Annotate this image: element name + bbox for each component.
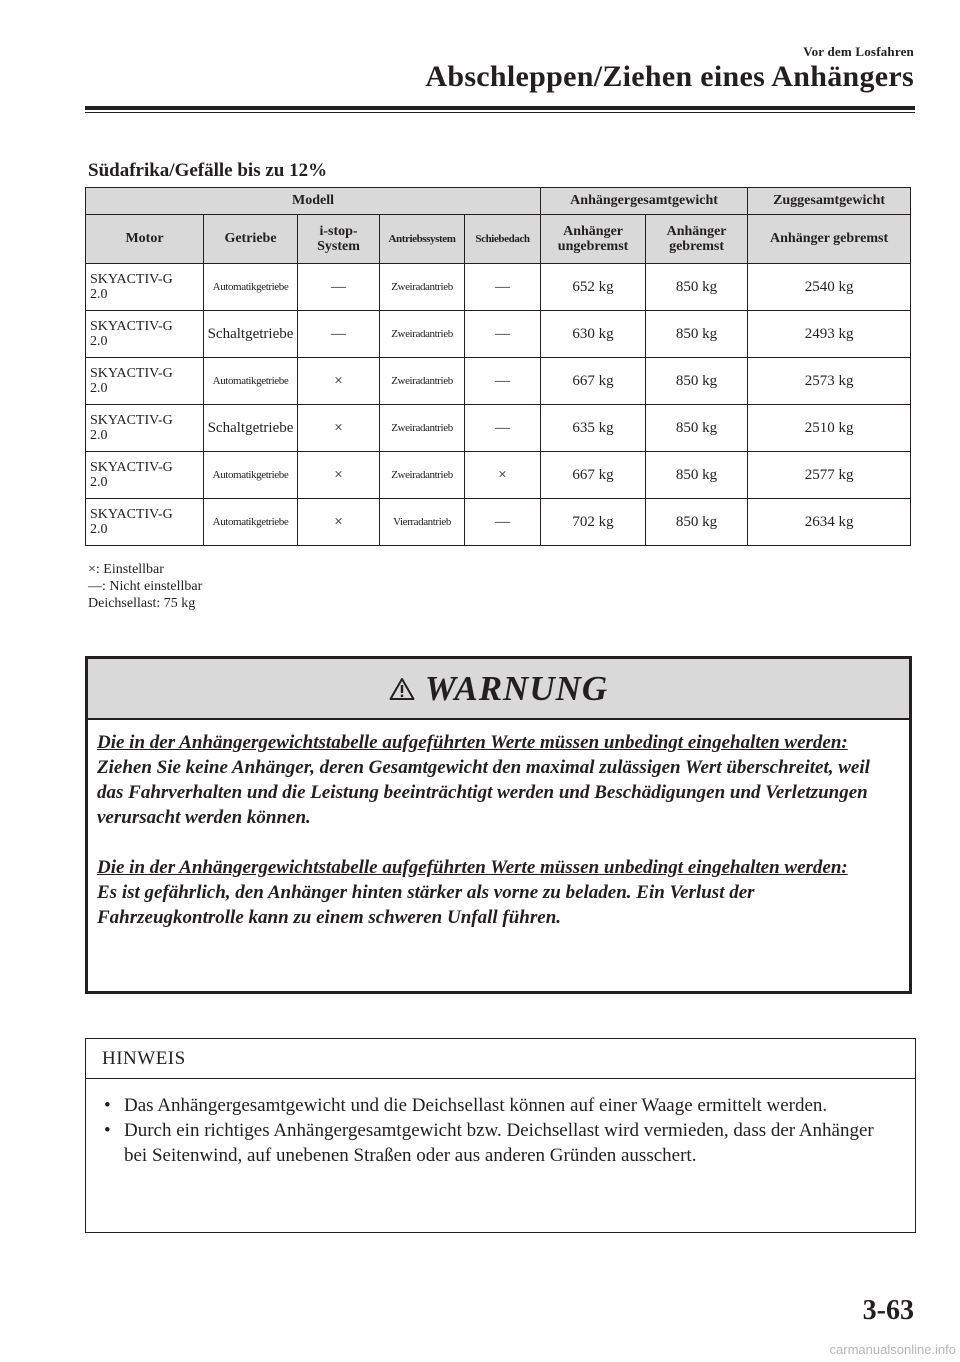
table-row [86, 452, 911, 499]
cell-motor [86, 358, 204, 405]
cell-getriebe: Schaltgetriebe [204, 311, 298, 358]
page-number: 3-63 [862, 1295, 914, 1326]
legend-einstellbar: ×: Einstellbar [88, 562, 164, 577]
note-item-text: Das Anhängergesamtgewicht und die Deichsellast können auf einer Waage ermittelt werden. [124, 1095, 828, 1116]
bullet: • [104, 1120, 111, 1141]
trailer-weight-table [85, 187, 911, 546]
section-kicker: Vor dem Losfahren [803, 44, 914, 59]
col-gebremst [646, 215, 748, 264]
cell-gebremst: 850 kg [646, 452, 748, 499]
table-row [86, 358, 911, 405]
cell-antrieb: Zweiradantrieb [380, 264, 465, 311]
cell-getriebe: Schaltgetriebe [204, 405, 298, 452]
cell-antrieb: Zweiradantrieb [380, 452, 465, 499]
warning-para1-text: Ziehen Sie keine Anhänger, deren Gesamtgewicht den maximal zulässigen Wert überschreitet, weil das Fahrverhalten und die Leistung beeinträchtigt werden und Beschädigungen und Verletzungen verursacht werden können. [97, 757, 870, 828]
cell-zug: 2573 kg [748, 358, 911, 405]
warning-para2-heading: Die in der Anhängergewichtstabelle aufgeführten Werte müssen unbedingt eingehalten werden: [97, 857, 848, 878]
cell-getriebe: Automatikgetriebe [204, 264, 298, 311]
note-title: HINWEIS [86, 1039, 915, 1079]
list-item [102, 1093, 895, 1118]
cell-istop: × [298, 499, 380, 546]
legend-nicht-einstellbar: —: Nicht einstellbar [88, 579, 203, 594]
page-title: Abschleppen/Ziehen eines Anhängers [425, 60, 914, 93]
cell-ungebremst: 702 kg [541, 499, 646, 546]
cell-istop: — [298, 264, 380, 311]
warning-triangle-icon [389, 677, 415, 701]
header-rule [85, 106, 915, 110]
header-zuggesamtgewicht: Zuggesamtgewicht [748, 188, 911, 215]
motor-line1: SKYACTIV-G [90, 459, 173, 475]
motor-line2: 2.0 [90, 381, 108, 396]
motor-line2: 2.0 [90, 287, 108, 302]
motor-line2: 2.0 [90, 334, 108, 349]
col-zug-gebremst: Anhänger gebremst [748, 215, 911, 264]
col-ungebremst-line1: Anhänger [563, 223, 623, 239]
table-row [86, 311, 911, 358]
col-motor: Motor [86, 215, 204, 264]
warning-title: WARNUNG [424, 668, 609, 708]
cell-gebremst: 850 kg [646, 311, 748, 358]
section-title: Südafrika/Gefälle bis zu 12% [88, 160, 328, 181]
cell-schiebedach: — [465, 405, 541, 452]
warning-spacer [97, 830, 901, 855]
cell-istop: × [298, 358, 380, 405]
cell-schiebedach: — [465, 358, 541, 405]
note-list [86, 1079, 915, 1168]
cell-zug: 2577 kg [748, 452, 911, 499]
motor-line2: 2.0 [90, 428, 108, 443]
cell-istop: — [298, 311, 380, 358]
col-gebremst-line1: Anhänger [666, 223, 727, 239]
col-schiebedach: Schiebedach [465, 215, 541, 264]
list-item [102, 1118, 895, 1168]
cell-schiebedach: × [465, 452, 541, 499]
cell-antrieb: Vierradantrieb [380, 499, 465, 546]
note-item-text: Durch ein richtiges Anhängergesamtgewicht bzw. Deichsellast wird vermieden, dass der Anhänger bei Seitenwind, auf unebenen Straßen oder aus anderen Gründen ausschert. [124, 1120, 874, 1166]
header-modell: Modell [86, 188, 541, 215]
warning-para2-text: Es ist gefährlich, den Anhänger hinten stärker als vorne zu beladen. Ein Verlust der Fahrzeugkontrolle kann zu einem schweren Unfall führen. [97, 882, 755, 928]
motor-line1: SKYACTIV-G [90, 365, 173, 381]
motor-line1: SKYACTIV-G [90, 412, 173, 428]
cell-antrieb: Zweiradantrieb [380, 311, 465, 358]
header-anhaengergesamtgewicht: Anhängergesamtgewicht [541, 188, 748, 215]
warning-para1-heading: Die in der Anhängergewichtstabelle aufgeführten Werte müssen unbedingt eingehalten werden: [97, 732, 848, 753]
cell-zug: 2493 kg [748, 311, 911, 358]
table-row [86, 499, 911, 546]
cell-gebremst: 850 kg [646, 264, 748, 311]
cell-gebremst: 850 kg [646, 405, 748, 452]
cell-gebremst: 850 kg [646, 358, 748, 405]
cell-antrieb: Zweiradantrieb [380, 358, 465, 405]
col-antriebssystem: Antriebssystem [380, 215, 465, 264]
col-istop [298, 215, 380, 264]
cell-getriebe: Automatikgetriebe [204, 499, 298, 546]
cell-zug: 2540 kg [748, 264, 911, 311]
cell-ungebremst: 667 kg [541, 452, 646, 499]
table-legend [88, 561, 202, 612]
table-row [86, 405, 911, 452]
cell-getriebe: Automatikgetriebe [204, 358, 298, 405]
cell-ungebremst: 635 kg [541, 405, 646, 452]
motor-line1: SKYACTIV-G [90, 318, 173, 334]
table-row [86, 264, 911, 311]
motor-line2: 2.0 [90, 475, 108, 490]
cell-istop: × [298, 405, 380, 452]
warning-header [88, 659, 909, 720]
cell-antrieb: Zweiradantrieb [380, 405, 465, 452]
col-gebremst-line2: gebremst [669, 239, 725, 254]
cell-motor [86, 311, 204, 358]
cell-motor [86, 264, 204, 311]
cell-gebremst: 850 kg [646, 499, 748, 546]
cell-ungebremst: 667 kg [541, 358, 646, 405]
warning-box [85, 656, 912, 994]
cell-istop: × [298, 452, 380, 499]
cell-schiebedach: — [465, 499, 541, 546]
cell-ungebremst: 630 kg [541, 311, 646, 358]
warning-body [88, 720, 909, 930]
cell-motor [86, 452, 204, 499]
legend-deichsellast: Deichsellast: 75 kg [88, 596, 196, 611]
motor-line1: SKYACTIV-G [90, 506, 173, 522]
cell-motor [86, 499, 204, 546]
motor-line2: 2.0 [90, 522, 108, 537]
cell-getriebe: Automatikgetriebe [204, 452, 298, 499]
motor-line1: SKYACTIV-G [90, 271, 173, 287]
header-rule-thin [85, 112, 915, 113]
col-istop-line1: i-stop- [319, 223, 358, 239]
watermark: carmanualsonline.info [829, 1342, 956, 1357]
cell-zug: 2634 kg [748, 499, 911, 546]
bullet: • [104, 1095, 111, 1116]
cell-zug: 2510 kg [748, 405, 911, 452]
cell-schiebedach: — [465, 311, 541, 358]
cell-motor [86, 405, 204, 452]
note-box [85, 1038, 916, 1233]
col-istop-line2: System [317, 239, 360, 254]
cell-ungebremst: 652 kg [541, 264, 646, 311]
col-getriebe: Getriebe [204, 215, 298, 264]
col-ungebremst-line2: ungebremst [557, 239, 629, 254]
cell-schiebedach: — [465, 264, 541, 311]
col-ungebremst [541, 215, 646, 264]
